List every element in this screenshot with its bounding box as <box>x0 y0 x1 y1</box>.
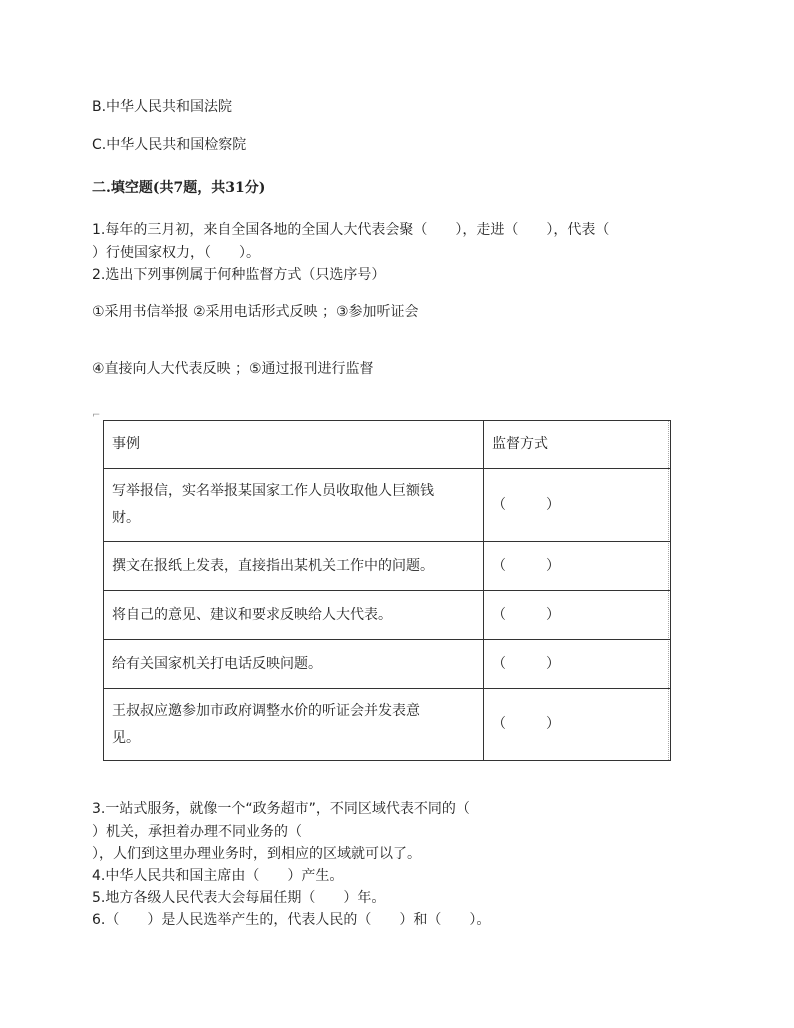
supervision-table <box>103 420 671 761</box>
example-cell <box>104 640 484 689</box>
answer-blank[interactable] <box>492 558 560 574</box>
question-3-line-3: ），人们到这里办理业务时，到相应的区域就可以了。 <box>92 846 421 862</box>
example-text-line-1: 王叔叔应邀参加市政府调整水价的听证会并发表意 <box>112 702 420 719</box>
section-heading: 二.填空题(共7题，共31分) <box>92 180 266 196</box>
blank-open: （ <box>492 606 506 623</box>
header-example: 事例 <box>104 421 484 469</box>
blank-close: ） <box>546 716 560 732</box>
blank-close: ） <box>546 606 560 623</box>
option-c: C.中华人民共和国检察院 <box>92 137 247 153</box>
table-row <box>104 689 671 761</box>
blank-open: （ <box>492 655 506 672</box>
table-row <box>104 469 671 542</box>
example-cell <box>104 689 484 761</box>
question-4: 4.中华人民共和国主席由（ ）产生。 <box>92 868 344 884</box>
blank-close: ） <box>546 496 560 513</box>
question-2: 2.选出下列事例属于何种监督方式（只选序号） <box>92 267 386 283</box>
question-1-line-2: ）行使国家权力，（ ）。 <box>92 245 260 261</box>
example-cell <box>104 591 484 640</box>
example-text-line-2: 见。 <box>112 729 140 746</box>
blank-open: （ <box>492 557 506 574</box>
question-2-options-line-2: ④直接向人大代表反映 ；⑤通过报刊进行监督 <box>92 361 374 377</box>
blank-close: ） <box>546 655 560 672</box>
example-cell <box>104 542 484 591</box>
example-text-line-1: 写举报信，实名举报某国家工作人员收取他人巨额钱 <box>112 483 434 499</box>
question-3-line-2: ）机关，承担着办理不同业务的（ <box>92 824 302 840</box>
answer-blank[interactable] <box>492 497 560 513</box>
option-b: B.中华人民共和国法院 <box>92 99 233 115</box>
answer-blank[interactable] <box>492 656 560 672</box>
question-1-line-1: 1.每年的三月初，来自全国各地的全国人大代表会聚（ ），走进（ ），代表（ <box>92 222 610 238</box>
blank-close: ） <box>546 557 560 574</box>
example-text-line-1: 给有关国家机关打电话反映问题。 <box>112 655 322 672</box>
question-2-options-line-1: ①采用书信举报 ②采用电话形式反映 ；③参加听证会 <box>92 304 419 320</box>
answer-blank[interactable] <box>492 607 560 623</box>
table-anchor-mark: ⌐ <box>92 410 101 421</box>
example-text-line-1: 将自己的意见、建议和要求反映给人大代表。 <box>112 606 392 623</box>
answer-cell[interactable] <box>484 469 671 542</box>
answer-cell[interactable] <box>484 542 671 591</box>
example-text-line-2: 财。 <box>112 510 140 526</box>
table-row <box>104 542 671 591</box>
blank-open: （ <box>492 716 506 732</box>
table-header-row <box>104 421 671 469</box>
blank-open: （ <box>492 496 506 513</box>
table-row <box>104 640 671 689</box>
table-row <box>104 591 671 640</box>
header-method: 监督方式 <box>484 421 671 469</box>
answer-cell[interactable] <box>484 640 671 689</box>
example-text-line-1: 撰文在报纸上发表，直接指出某机关工作中的问题。 <box>112 557 434 574</box>
question-6: 6.（ ）是人民选举产生的，代表人民的（ ）和（ ）。 <box>92 912 491 928</box>
question-3-line-1: 3.一站式服务，就像一个“政务超市”，不同区域代表不同的（ <box>92 801 470 817</box>
example-cell <box>104 469 484 542</box>
answer-blank[interactable] <box>492 716 560 732</box>
answer-cell[interactable] <box>484 689 671 761</box>
answer-cell[interactable] <box>484 591 671 640</box>
question-5: 5.地方各级人民代表大会每届任期（ ）年。 <box>92 890 386 906</box>
